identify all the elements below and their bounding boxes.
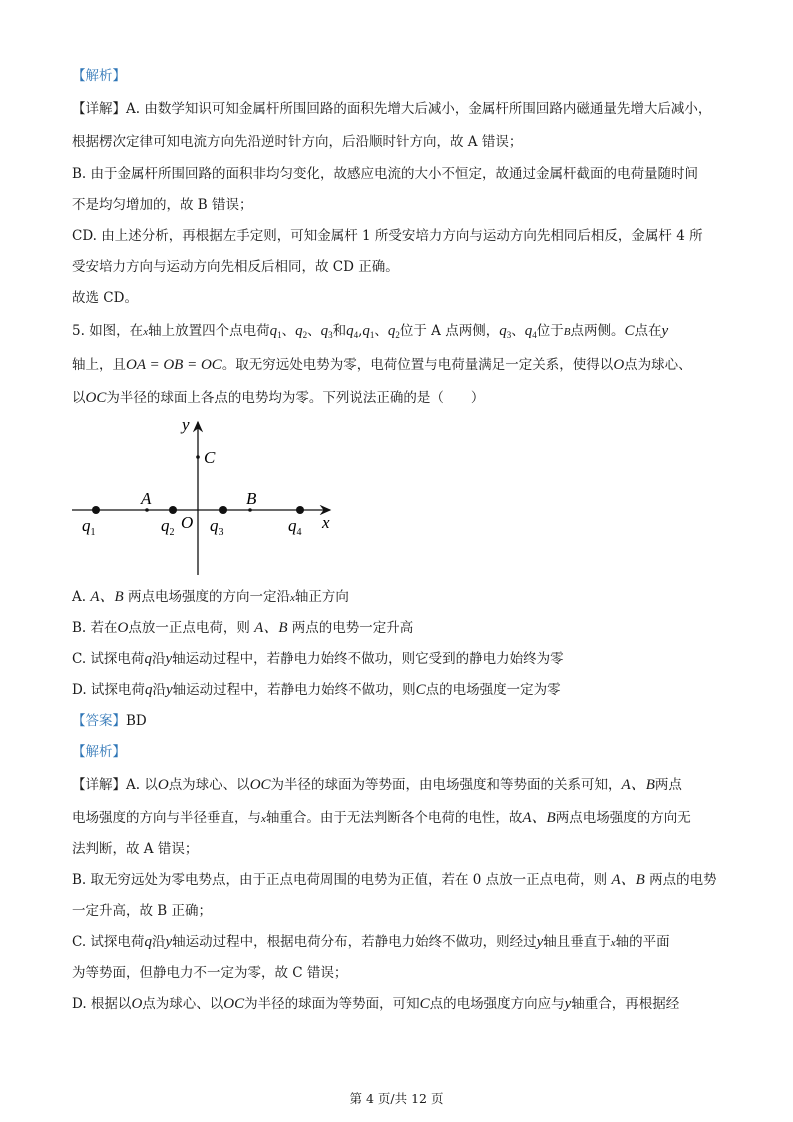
answer-line	[72, 713, 147, 729]
label-q1: $q_1$	[82, 516, 96, 538]
charge-q1	[92, 506, 100, 514]
detail-label: 【详解】	[72, 101, 126, 117]
charge-q4	[296, 506, 304, 514]
text-line: CD. 由上述分析，再根据左手定则，可知金属杆 1 所受安培力方向与运动方向先相同后相反，金属杆 4 所	[72, 228, 703, 244]
detail-line-6: C. 试探电荷q沿y轴运动过程中，根据电荷分布，若静电力始终不做功，则经过y轴且垂直于x轴的平面	[72, 934, 670, 950]
text-line: 根据楞次定律可知电流方向先沿逆时针方向，后沿顺时针方向，故 A 错误；	[72, 134, 523, 150]
label-C: C	[204, 448, 216, 467]
question-5-line-3: 以OC为半径的球面上各点的电势均为零。下列说法正确的是（ ）	[72, 390, 485, 406]
label-q3: $q_3$	[210, 516, 224, 538]
detail-line-1: 【详解】A. 以O点为球心、以OC为半径的球面为等势面，由电场强度和等势面的关系可知，A、B两点	[72, 777, 682, 793]
text-line: 不是均匀增加的，故 B 错误；	[72, 197, 253, 213]
analysis-label-2: 【解析】	[72, 744, 126, 760]
detail-line-3: 法判断，故 A 错误；	[72, 841, 199, 857]
charge-q2	[169, 506, 177, 514]
detail-line-4: B. 取无穷远处为零电势点，由于正点电荷周围的电势为正值，若在 0 点放一正点电荷，则 A、B 两点的电势	[72, 872, 717, 888]
label-q2: $q_2$	[161, 516, 175, 538]
answer-value: BD	[126, 713, 147, 729]
option-B: B. 若在O点放一正点电荷，则 A、B 两点的电势一定升高	[72, 620, 414, 636]
answer-label: 【答案】	[72, 713, 126, 729]
question-number: 5.	[72, 323, 85, 339]
label-q4: $q_4$	[288, 516, 302, 538]
question-5-line-2: 轴上，且OA = OB = OC。取无穷远处电势为零，电荷位置与电荷量满足一定关系，使得以O点为球心、	[72, 357, 692, 373]
point-A	[145, 508, 149, 512]
option-D: D. 试探电荷q沿y轴运动过程中，若静电力始终不做功，则C点的电场强度一定为零	[72, 682, 561, 698]
point-C	[196, 455, 200, 459]
label-y: y	[182, 415, 190, 434]
text-line: 故选 CD。	[72, 290, 138, 306]
detail-line-2: 电场强度的方向与半径垂直，与x轴重合。由于无法判断各个电荷的电性，故A、B两点电场强度的方向无	[72, 810, 691, 826]
label-B: B	[246, 489, 257, 508]
detail-line-5: 一定升高，故 B 正确；	[72, 903, 213, 919]
detail-line-7: 为等势面，但静电力不一定为零，故 C 错误；	[72, 965, 348, 981]
text-line: 受安培力方向与运动方向先相反后相同，故 CD 正确。	[72, 259, 399, 275]
detail-line: 【详解】A. 由数学知识可知金属杆所围回路的面积先增大后减小，金属杆所围回路内磁通量先增大后减小，	[72, 101, 712, 117]
label-A: A	[141, 489, 152, 508]
charge-diagram	[60, 410, 360, 580]
detail-line-8: D. 根据以O点为球心、以OC为半径的球面为等势面，可知C点的电场强度方向应与y轴重合，再根据经	[72, 996, 680, 1012]
option-A: A. A、B 两点电场强度的方向一定沿x轴正方向	[72, 589, 349, 605]
charge-q3	[219, 506, 227, 514]
label-x: x	[322, 513, 330, 532]
analysis-label: 【解析】	[72, 68, 126, 84]
point-B	[248, 508, 252, 512]
label-O: O	[181, 513, 194, 532]
detail-label-2: 【详解】	[72, 777, 126, 793]
page-footer: 第 4 页/共 12 页	[349, 1091, 444, 1106]
option-C: C. 试探电荷q沿y轴运动过程中，若静电力始终不做功，则它受到的静电力始终为零	[72, 651, 564, 667]
question-5-line-1: 5. 如图，在x轴上放置四个点电荷$q_1$、$q_2$、$q_3$和$q_4,q_1$、$q_2$位于 A 点两侧，$q_3$、$q_4$位于B点两侧。C点在y	[72, 323, 669, 340]
text-line: B. 由于金属杆所围回路的面积非均匀变化，故感应电流的大小不恒定，故通过金属杆截面的电荷量随时间	[72, 166, 699, 182]
